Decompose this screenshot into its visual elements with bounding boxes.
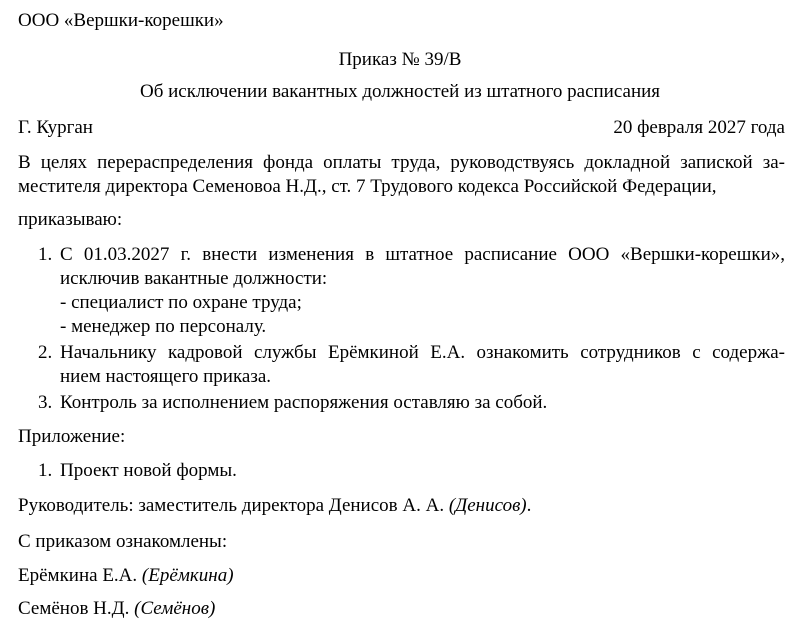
list-item-text: С 01.03.2027 г. внести изменения в штатное расписание ООО «Вершки-корешки», — [60, 244, 785, 265]
preamble-line-2: местителя директора Семеновоа Н.Д., ст. 7 Трудового кодекса Российской Федерации, — [18, 176, 717, 197]
head-signature-text: Руководитель: заместитель директора Денисов А. А. — [18, 495, 445, 516]
person-name: Ерёмкина Е.А. — [18, 565, 138, 586]
person-signature: (Ерёмкина) — [141, 565, 234, 586]
order-word: приказываю: — [18, 209, 123, 230]
organization-name: ООО «Вершки-корешки» — [18, 10, 224, 31]
person-name: Семёнов Н.Д. — [18, 598, 130, 619]
order-date: 20 февраля 2027 года — [613, 117, 785, 138]
sub-list-item: - менеджер по персоналу. — [60, 316, 267, 337]
head-signature-end: . — [526, 495, 532, 516]
preamble-line-1: В целях перераспределения фонда оплаты труда, руководствуясь докладной запиской за- — [18, 152, 785, 173]
list-item-text: нием настоящего приказа. — [60, 366, 272, 387]
order-subject: Об исключении вакантных должностей из штатного расписания — [139, 81, 661, 102]
list-item-text: Начальнику кадровой службы Ерёмкиной Е.А. ознакомить сотрудников с содержа- — [60, 342, 785, 363]
acquainted-person — [18, 597, 215, 621]
sub-list-item: - специалист по охране труда; — [60, 292, 302, 313]
appendix-item-text: Проект новой формы. — [60, 460, 237, 481]
appendix-item-number: 1. — [38, 460, 53, 481]
appendix-label: Приложение: — [18, 426, 126, 447]
list-item-number: 3. — [38, 392, 53, 413]
order-title: Приказ № 39/В — [338, 49, 462, 70]
list-item-number: 2. — [38, 342, 53, 363]
head-signature-line — [18, 494, 531, 518]
city: Г. Курган — [18, 117, 93, 138]
acquainted-label: С приказом ознакомлены: — [18, 531, 228, 552]
head-signature: (Денисов) — [448, 495, 527, 516]
list-item-text: Контроль за исполнением распоряжения оставляю за собой. — [60, 392, 548, 413]
acquainted-person — [18, 564, 234, 588]
list-item-number: 1. — [38, 244, 53, 265]
person-signature: (Семёнов) — [134, 598, 216, 619]
list-item-text: исключив вакантные должности: — [60, 268, 328, 289]
